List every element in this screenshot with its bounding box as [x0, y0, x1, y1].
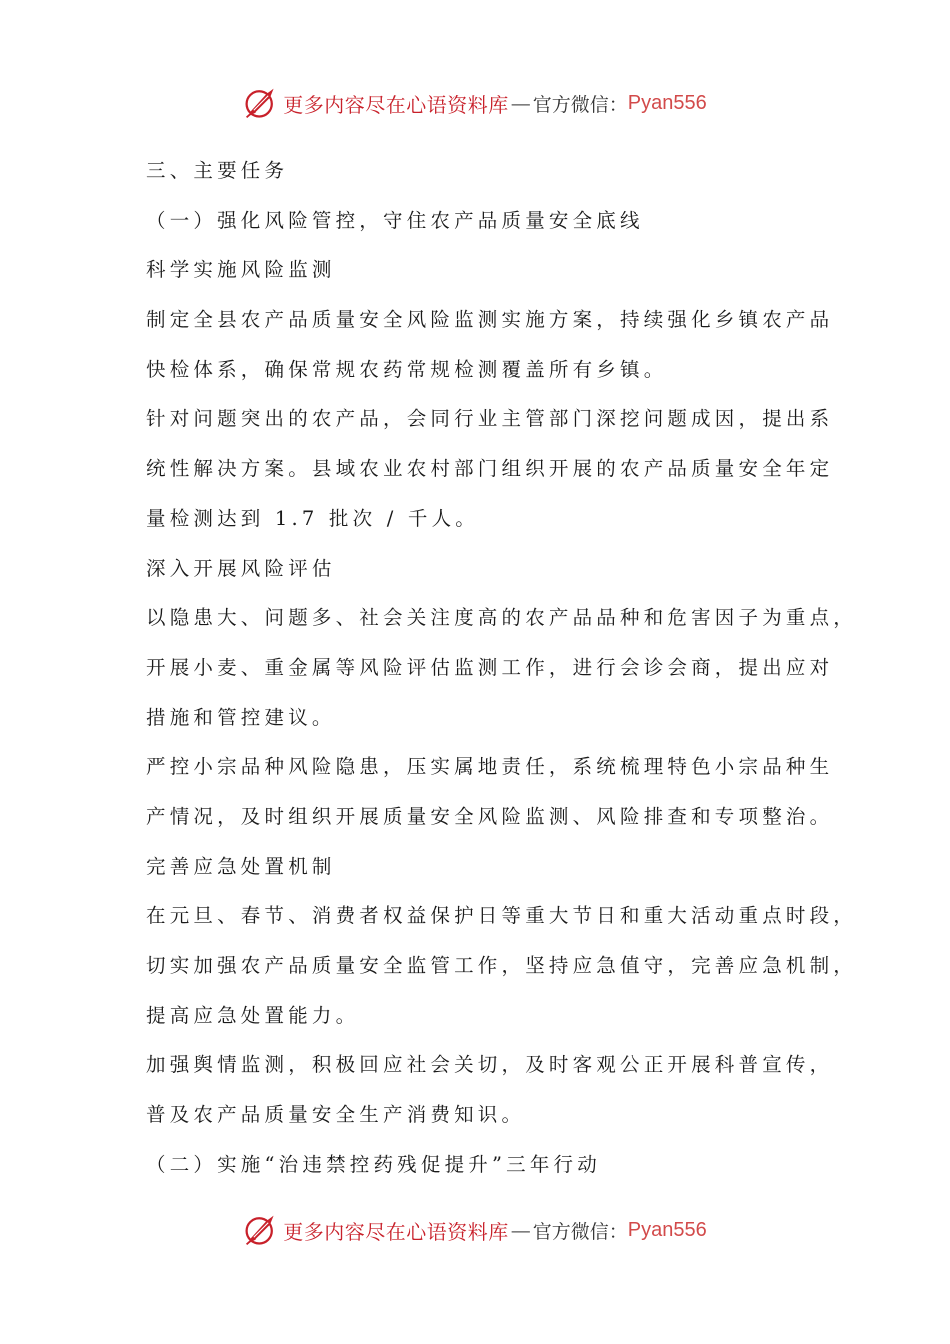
- paragraph-line: 量检测达到 1.7 批次 / 千人。: [146, 506, 479, 530]
- paragraph-line: 普及农产品质量安全生产消费知识。: [146, 1103, 526, 1127]
- watermark-wechat-id: Pyan556: [627, 91, 707, 114]
- paragraph-line: 切实加强农产品质量安全监管工作，坚持应急值守，完善应急机制，: [146, 954, 858, 977]
- paragraph-line: 加强舆情监测，积极回应社会关切，及时客观公正开展科普宣传，: [146, 1053, 834, 1077]
- watermark-brand-text: 更多内容尽在心语资料库: [283, 92, 509, 117]
- quill-logo-icon: [243, 85, 279, 121]
- topic-heading: 完善应急处置机制: [146, 854, 336, 878]
- subsection-heading: （二）实施“治违禁控药残促提升”三年行动: [146, 1152, 601, 1176]
- paragraph-line: 在元旦、春节、消费者权益保护日等重大节日和重大活动重点时段，: [146, 904, 858, 928]
- topic-heading: 深入开展风险评估: [146, 556, 336, 580]
- paragraph-line: 严控小宗品种风险隐患，压实属地责任，系统梳理特色小宗品种生: [146, 755, 834, 779]
- paragraph-line: 措施和管控建议。: [146, 705, 336, 729]
- watermark-banner-top: [0, 83, 950, 123]
- watermark-wechat-label: 官方微信：: [532, 93, 628, 116]
- watermark-separator: —: [510, 91, 531, 115]
- paragraph-line: 开展小麦、重金属等风险评估监测工作，进行会诊会商，提出应对: [146, 655, 834, 679]
- watermark-wechat-label: 官方微信：: [532, 1220, 628, 1243]
- paragraph-line: 产情况，及时组织开展质量安全风险监测、风险排查和专项整治。: [146, 804, 834, 828]
- watermark-banner-bottom: [0, 1210, 950, 1250]
- paragraph-line: 针对问题突出的农产品，会同行业主管部门深挖问题成因，提出系: [146, 407, 834, 431]
- paragraph-line: 制定全县农产品质量安全风险监测实施方案，持续强化乡镇农产品: [146, 308, 834, 332]
- paragraph-line: 快检体系，确保常规农药常规检测覆盖所有乡镇。: [146, 357, 668, 381]
- watermark-separator: —: [510, 1218, 531, 1242]
- watermark-brand-text: 更多内容尽在心语资料库: [283, 1219, 509, 1244]
- document-body: [146, 150, 858, 1193]
- section-heading: 三、主要任务: [146, 159, 289, 182]
- watermark-wechat-id: Pyan556: [627, 1218, 707, 1241]
- quill-logo-icon: [243, 1212, 279, 1248]
- paragraph-line: 统性解决方案。县域农业农村部门组织开展的农产品质量安全年定: [146, 457, 834, 481]
- paragraph-line: 提高应急处置能力。: [146, 1003, 360, 1027]
- subsection-heading: （一）强化风险管控，守住农产品质量安全底线: [146, 208, 644, 232]
- topic-heading: 科学实施风险监测: [146, 258, 336, 282]
- paragraph-line: 以隐患大、问题多、社会关注度高的农产品品种和危害因子为重点，: [146, 606, 858, 630]
